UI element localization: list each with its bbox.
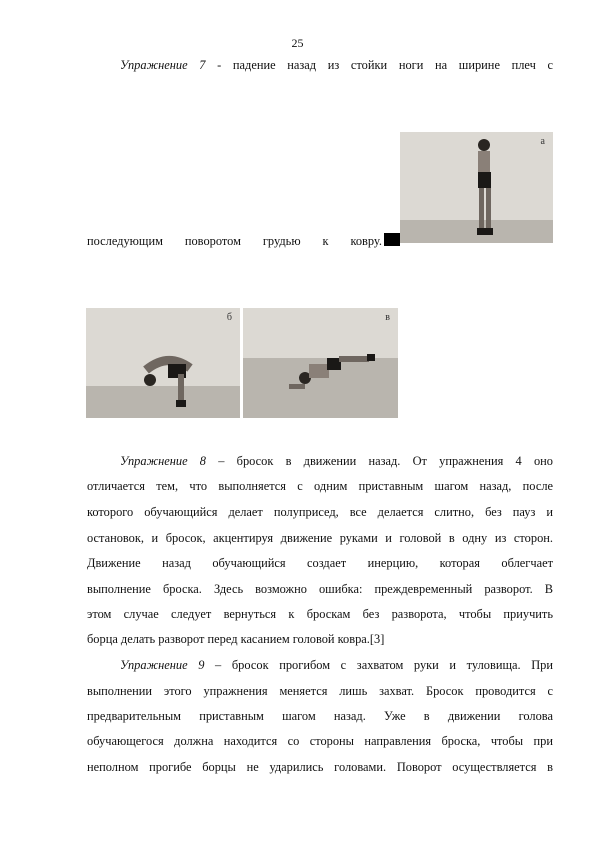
photo-v-label: в: [385, 312, 390, 323]
ex7-line-2: последующим поворотом грудью к ковру.: [87, 234, 382, 248]
photo-v: [243, 308, 398, 418]
ex8-line-2: отличается тем, что выполняется с одним приставным шагом назад, после: [87, 479, 553, 493]
ex8-title: Упражнение 8: [120, 454, 207, 468]
ex9-line-2: выполнении этого упражнения меняется лишь захват. Бросок проводится с: [87, 684, 553, 698]
redaction-mark: [384, 233, 400, 246]
ex9-line-4: обучающегося должна находится со стороны направления броска, чтобы при: [87, 734, 553, 748]
wrestler-bridge-figure: [86, 308, 240, 418]
ex9-line-3: предварительным приставным шагом назад. Уже в движении голова: [87, 709, 553, 723]
ex7-text-1: - падение назад из стойки ноги на ширине плеч с: [217, 58, 553, 72]
ex8-line-1: [87, 454, 553, 468]
ex8-text-1: – бросок в движении назад. От упражнения 4 оно: [218, 454, 553, 468]
ex7-title: Упражнение 7: [120, 58, 206, 72]
ex9-title: Упражнение 9: [120, 658, 205, 672]
photo-a-label: а: [540, 136, 545, 147]
ex8-line-8: борца делать разворот перед касанием головой ковра.[3]: [87, 632, 385, 646]
photo-b: [86, 308, 240, 418]
ex8-line-4: остановок, и бросок, акцентируя движение руками и головой в одну из сторон.: [87, 531, 553, 545]
photo-b-label: б: [226, 312, 232, 323]
ex8-line-3: которого обучающийся делает полуприсед, все делается слитно, без пауз и: [87, 505, 553, 519]
ex9-line-1: [87, 658, 553, 672]
ex8-line-7: этом случае следует вернуться к броскам без разворота, чтобы приучить: [87, 607, 553, 621]
wrestler-prone-figure: [243, 308, 398, 418]
wrestler-standing-figure: [400, 132, 553, 243]
ex8-line-6: выполнение броска. Здесь возможно ошибка: преждевременный разворот. В: [87, 582, 553, 596]
ex7-line-1: [87, 58, 553, 72]
ex9-text-1: – бросок прогибом с захватом руки и туловища. При: [215, 658, 553, 672]
ex9-line-5: неполном прогибе борцы не ударились головами. Поворот осуществляется в: [87, 760, 553, 774]
photo-a: [400, 132, 553, 243]
ex8-line-5: Движение назад обучающийся создает инерцию, которая облегчает: [87, 556, 553, 570]
page-number: 25: [291, 36, 304, 50]
